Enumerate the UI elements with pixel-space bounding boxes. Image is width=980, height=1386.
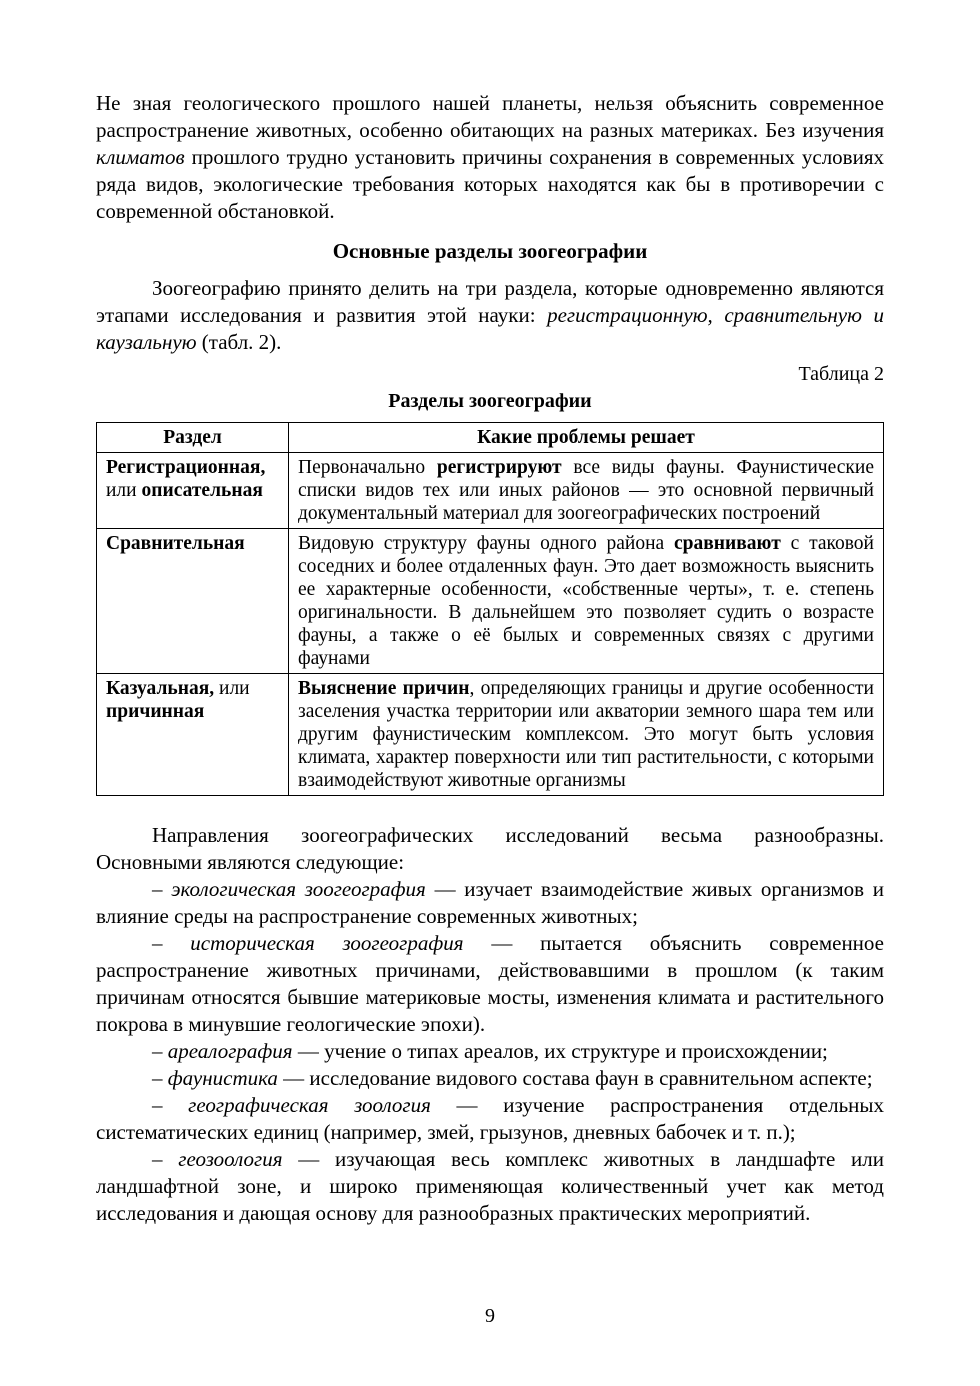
desc-bold-run: Выяснение причин: [298, 678, 470, 699]
direction-term: ареалография: [167, 1039, 293, 1063]
table-number-label: Таблица 2: [798, 363, 884, 385]
intro-text-run: Не зная геологического прошлого нашей планеты, нельзя объяснить современное распространение животных, особенно обитающих на разных материках. Без изучения: [96, 91, 884, 142]
direction-item-historical: [96, 930, 884, 1038]
term-cell: [97, 453, 289, 529]
list-dash: –: [152, 1147, 179, 1171]
direction-text: — изучает взаимодействие живых организмов и влияние среды на распространение современных животных;: [96, 877, 885, 928]
zoogeography-sections-table: [96, 422, 884, 796]
description-cell: [289, 674, 884, 796]
direction-item-faunistics: [96, 1065, 884, 1092]
direction-term: историческая зоогеография: [190, 931, 464, 955]
directions-lead-text: Направления зоогеографических исследований весьма разнообразны. Основными являются следующие:: [96, 823, 884, 874]
list-dash: –: [152, 1093, 189, 1117]
direction-item-arealography: [96, 1038, 884, 1065]
section-heading: Основные разделы зоогеографии: [332, 239, 648, 263]
table-head: [97, 423, 884, 453]
term-bold-run: описательная: [141, 480, 263, 501]
direction-term: геозоология: [178, 1147, 283, 1171]
table-row-registration: [97, 453, 884, 529]
direction-item-ecological: [96, 876, 884, 930]
column-header-problems: Какие проблемы решает: [289, 423, 884, 453]
desc-text-run: Первоначально: [298, 457, 437, 478]
term-bold-run: Казуальная,: [106, 678, 215, 699]
term-normal-run: или: [214, 678, 250, 699]
table-header-row: [97, 423, 884, 453]
directions-lead-paragraph: [96, 822, 884, 876]
direction-text: — изучение распространения отдельных систематических единиц (например, змей, грызунов, дневных бабочек и т. п.);: [96, 1093, 885, 1144]
list-dash: –: [152, 877, 172, 901]
direction-term: географическая зоология: [188, 1093, 431, 1117]
section-intro-paragraph: [96, 275, 884, 356]
column-header-section: Раздел: [97, 423, 289, 453]
desc-text-run: все виды фауны. Фаунистические списки видов тех или иных районов — это основной первичный документальный материал для зоогеографических построений: [298, 457, 874, 524]
term-cell: [97, 674, 289, 796]
direction-text: — исследование видового состава фаун в сравнительном аспекте;: [277, 1066, 873, 1090]
direction-term: экологическая зоогеография: [171, 877, 426, 901]
direction-text: — изучающая весь комплекс животных в ландшафте или ландшафтной зоне, и широко применяющая количественный учет как метод исследования и дающая основу для разнообразных практических мероприятий.: [96, 1147, 884, 1225]
table-body: [97, 453, 884, 796]
intro-italic-term: климатов: [96, 145, 185, 169]
direction-item-geozoology: [96, 1146, 884, 1227]
direction-term: фаунистика: [167, 1066, 278, 1090]
section-text-run: (табл. 2).: [196, 330, 282, 354]
intro-paragraph: [96, 90, 884, 225]
table-row-comparative: [97, 529, 884, 674]
desc-text-run: , определяющих границы и другие особенности заселения участка территории или акватории земного шара тем или другим фаунистическим комплексом. Это могут быть условия климата, характер поверхности или тип растительности, с которыми взаимодействуют животные организмы: [298, 678, 874, 791]
desc-bold-run: сравнивают: [674, 533, 781, 554]
list-dash: –: [152, 1039, 168, 1063]
desc-text-run: с таковой соседних и более отдаленных фаун. Это дает возможность выяснить ее характерные особенности, «собственные черты», т. е. степень оригинальности. В дальнейшем это позволяет судить о возрасте фауны, а также о её былых и современных связях с другими фаунами: [298, 533, 874, 669]
table-row-causal: [97, 674, 884, 796]
intro-text-run: прошлого трудно установить причины сохранения в современных условиях ряда видов, экологические требования которых находятся как бы в противоречии с современной обстановкой.: [96, 145, 884, 223]
term-cell: [97, 529, 289, 674]
term-bold-run: Регистрационная,: [106, 457, 266, 478]
term-normal-run: или: [106, 480, 142, 501]
section-italic-terms: регистрационную, сравнительную и каузальную: [96, 303, 884, 354]
direction-item-geographic-zoology: [96, 1092, 884, 1146]
term-bold-run: Сравнительная: [106, 533, 245, 554]
list-dash: –: [152, 1066, 168, 1090]
table-title: Разделы зоогеографии: [388, 390, 592, 412]
direction-text: — учение о типах ареалов, их структуре и происхождении;: [292, 1039, 828, 1063]
description-cell: [289, 453, 884, 529]
description-cell: [289, 529, 884, 674]
section-text-run: Зоогеографию принято делить на три раздела, которые одновременно являются этапами исследования и развития этой науки:: [96, 276, 884, 327]
desc-bold-run: регистрируют: [436, 457, 562, 478]
page-number: 9: [485, 1305, 495, 1327]
direction-text: — пытается объяснить современное распространение животных причинами, действовавшими в прошлом (к таким причинам относятся бывшие материковые мосты, изменения климата и растительного покрова в минувшие геологические эпохи).: [96, 931, 885, 1036]
desc-text-run: Видовую структуру фауны одного района: [298, 533, 675, 554]
list-dash: –: [152, 931, 191, 955]
term-bold-run: причинная: [106, 701, 205, 722]
